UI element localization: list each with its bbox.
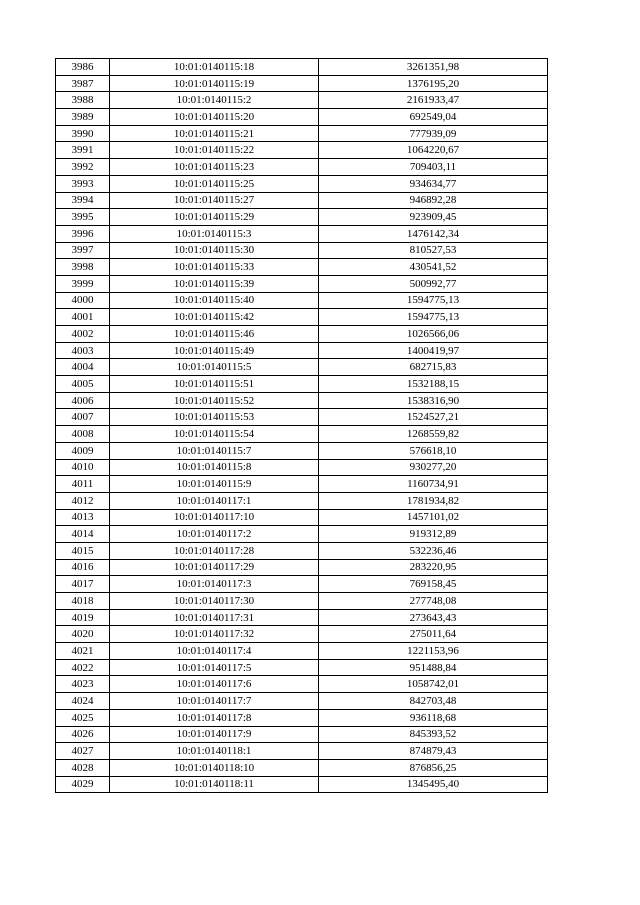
row-number-cell: 4001 [56,309,110,326]
value-cell: 936118,68 [319,709,548,726]
row-number-cell: 4016 [56,559,110,576]
table-row [56,259,548,276]
table-row [56,626,548,643]
row-number-cell: 4029 [56,776,110,793]
value-cell: 576618,10 [319,442,548,459]
value-cell: 1524527,21 [319,409,548,426]
table-row [56,709,548,726]
table-row [56,75,548,92]
cadastral-number-cell: 10:01:0140117:29 [110,559,319,576]
value-cell: 923909,45 [319,209,548,226]
table-row [56,92,548,109]
cadastral-number-cell: 10:01:0140115:5 [110,359,319,376]
value-cell: 275011,64 [319,626,548,643]
cadastral-number-cell: 10:01:0140115:20 [110,109,319,126]
row-number-cell: 4000 [56,292,110,309]
row-number-cell: 4004 [56,359,110,376]
cadastral-number-cell: 10:01:0140117:5 [110,659,319,676]
value-cell: 1345495,40 [319,776,548,793]
table-row [56,209,548,226]
value-cell: 1058742,01 [319,676,548,693]
row-number-cell: 4008 [56,426,110,443]
row-number-cell: 3989 [56,109,110,126]
cadastral-number-cell: 10:01:0140117:8 [110,709,319,726]
value-cell: 1457101,02 [319,509,548,526]
cadastral-number-cell: 10:01:0140117:9 [110,726,319,743]
table-row [56,59,548,76]
row-number-cell: 4005 [56,376,110,393]
row-number-cell: 4017 [56,576,110,593]
table-row [56,659,548,676]
row-number-cell: 3990 [56,125,110,142]
cadastral-number-cell: 10:01:0140117:10 [110,509,319,526]
cadastral-number-cell: 10:01:0140115:42 [110,309,319,326]
table-row [56,676,548,693]
cadastral-number-cell: 10:01:0140115:22 [110,142,319,159]
table-row [56,459,548,476]
row-number-cell: 4013 [56,509,110,526]
cadastral-number-cell: 10:01:0140117:1 [110,492,319,509]
row-number-cell: 4014 [56,526,110,543]
row-number-cell: 4028 [56,759,110,776]
table-body [56,59,548,793]
row-number-cell: 4009 [56,442,110,459]
row-number-cell: 3991 [56,142,110,159]
value-cell: 777939,09 [319,125,548,142]
cadastral-number-cell: 10:01:0140115:46 [110,326,319,343]
cadastral-number-cell: 10:01:0140117:30 [110,593,319,610]
cadastral-number-cell: 10:01:0140115:25 [110,175,319,192]
cadastral-number-cell: 10:01:0140115:3 [110,225,319,242]
row-number-cell: 4022 [56,659,110,676]
row-number-cell: 3998 [56,259,110,276]
cadastral-number-cell: 10:01:0140117:3 [110,576,319,593]
cadastral-number-cell: 10:01:0140118:1 [110,743,319,760]
table-row [56,192,548,209]
cadastral-number-cell: 10:01:0140115:33 [110,259,319,276]
cadastral-number-cell: 10:01:0140115:9 [110,476,319,493]
value-cell: 845393,52 [319,726,548,743]
cadastral-number-cell: 10:01:0140115:51 [110,376,319,393]
value-cell: 500992,77 [319,275,548,292]
cadastral-number-cell: 10:01:0140115:27 [110,192,319,209]
value-cell: 1594775,13 [319,292,548,309]
table-row [56,109,548,126]
cadastral-number-cell: 10:01:0140117:4 [110,643,319,660]
cadastral-number-cell: 10:01:0140115:54 [110,426,319,443]
row-number-cell: 3992 [56,159,110,176]
value-cell: 1532188,15 [319,376,548,393]
value-cell: 273643,43 [319,609,548,626]
table-row [56,392,548,409]
row-number-cell: 3988 [56,92,110,109]
value-cell: 682715,83 [319,359,548,376]
cadastral-number-cell: 10:01:0140115:29 [110,209,319,226]
cadastral-number-cell: 10:01:0140115:52 [110,392,319,409]
value-cell: 1221153,96 [319,643,548,660]
row-number-cell: 4012 [56,492,110,509]
cadastral-number-cell: 10:01:0140115:19 [110,75,319,92]
value-cell: 934634,77 [319,175,548,192]
row-number-cell: 3995 [56,209,110,226]
cadastral-number-cell: 10:01:0140117:32 [110,626,319,643]
table-row [56,593,548,610]
cadastral-value-table [55,58,548,793]
table-row [56,225,548,242]
value-cell: 1476142,34 [319,225,548,242]
cadastral-number-cell: 10:01:0140115:40 [110,292,319,309]
value-cell: 1376195,20 [319,75,548,92]
cadastral-number-cell: 10:01:0140117:31 [110,609,319,626]
table-row [56,359,548,376]
value-cell: 842703,48 [319,693,548,710]
value-cell: 2161933,47 [319,92,548,109]
cadastral-number-cell: 10:01:0140115:8 [110,459,319,476]
table-row [56,275,548,292]
value-cell: 1781934,82 [319,492,548,509]
row-number-cell: 4007 [56,409,110,426]
row-number-cell: 3987 [56,75,110,92]
table-row [56,309,548,326]
cadastral-number-cell: 10:01:0140115:53 [110,409,319,426]
row-number-cell: 4015 [56,542,110,559]
table-row [56,175,548,192]
table-row [56,693,548,710]
value-cell: 1268559,82 [319,426,548,443]
row-number-cell: 3986 [56,59,110,76]
value-cell: 1538316,90 [319,392,548,409]
table-row [56,526,548,543]
row-number-cell: 4020 [56,626,110,643]
value-cell: 1026566,06 [319,326,548,343]
table-row [56,442,548,459]
table-row [56,426,548,443]
table-row [56,476,548,493]
row-number-cell: 4019 [56,609,110,626]
cadastral-number-cell: 10:01:0140115:23 [110,159,319,176]
table-row [56,776,548,793]
cadastral-number-cell: 10:01:0140115:49 [110,342,319,359]
value-cell: 874879,43 [319,743,548,760]
cadastral-number-cell: 10:01:0140115:39 [110,275,319,292]
row-number-cell: 4024 [56,693,110,710]
table-row [56,376,548,393]
table-row [56,609,548,626]
row-number-cell: 3996 [56,225,110,242]
cadastral-number-cell: 10:01:0140115:2 [110,92,319,109]
table-row [56,159,548,176]
table-row [56,292,548,309]
table-row [56,342,548,359]
cadastral-number-cell: 10:01:0140117:7 [110,693,319,710]
table-row [56,743,548,760]
value-cell: 692549,04 [319,109,548,126]
row-number-cell: 4011 [56,476,110,493]
table-row [56,142,548,159]
cadastral-number-cell: 10:01:0140115:18 [110,59,319,76]
table-row [56,509,548,526]
value-cell: 919312,89 [319,526,548,543]
row-number-cell: 4018 [56,593,110,610]
value-cell: 1400419,97 [319,342,548,359]
cadastral-number-cell: 10:01:0140117:6 [110,676,319,693]
value-cell: 810527,53 [319,242,548,259]
value-cell: 930277,20 [319,459,548,476]
row-number-cell: 4025 [56,709,110,726]
table-row [56,643,548,660]
value-cell: 1064220,67 [319,142,548,159]
row-number-cell: 3993 [56,175,110,192]
table-row [56,409,548,426]
value-cell: 951488,84 [319,659,548,676]
row-number-cell: 3997 [56,242,110,259]
cadastral-number-cell: 10:01:0140115:30 [110,242,319,259]
value-cell: 946892,28 [319,192,548,209]
row-number-cell: 4003 [56,342,110,359]
value-cell: 283220,95 [319,559,548,576]
value-cell: 430541,52 [319,259,548,276]
value-cell: 769158,45 [319,576,548,593]
table-row [56,576,548,593]
table-row [56,125,548,142]
cadastral-number-cell: 10:01:0140115:21 [110,125,319,142]
cadastral-number-cell: 10:01:0140118:11 [110,776,319,793]
row-number-cell: 4006 [56,392,110,409]
value-cell: 1160734,91 [319,476,548,493]
value-cell: 532236,46 [319,542,548,559]
value-cell: 876856,25 [319,759,548,776]
table-row [56,542,548,559]
row-number-cell: 3994 [56,192,110,209]
table-row [56,242,548,259]
table-row [56,726,548,743]
value-cell: 709403,11 [319,159,548,176]
row-number-cell: 4010 [56,459,110,476]
row-number-cell: 4002 [56,326,110,343]
cadastral-number-cell: 10:01:0140117:2 [110,526,319,543]
row-number-cell: 3999 [56,275,110,292]
row-number-cell: 4023 [56,676,110,693]
cadastral-number-cell: 10:01:0140115:7 [110,442,319,459]
table-row [56,759,548,776]
cadastral-number-cell: 10:01:0140118:10 [110,759,319,776]
table-row [56,559,548,576]
row-number-cell: 4026 [56,726,110,743]
cadastral-number-cell: 10:01:0140117:28 [110,542,319,559]
value-cell: 277748,08 [319,593,548,610]
table-row [56,326,548,343]
value-cell: 3261351,98 [319,59,548,76]
row-number-cell: 4021 [56,643,110,660]
table-row [56,492,548,509]
row-number-cell: 4027 [56,743,110,760]
value-cell: 1594775,13 [319,309,548,326]
